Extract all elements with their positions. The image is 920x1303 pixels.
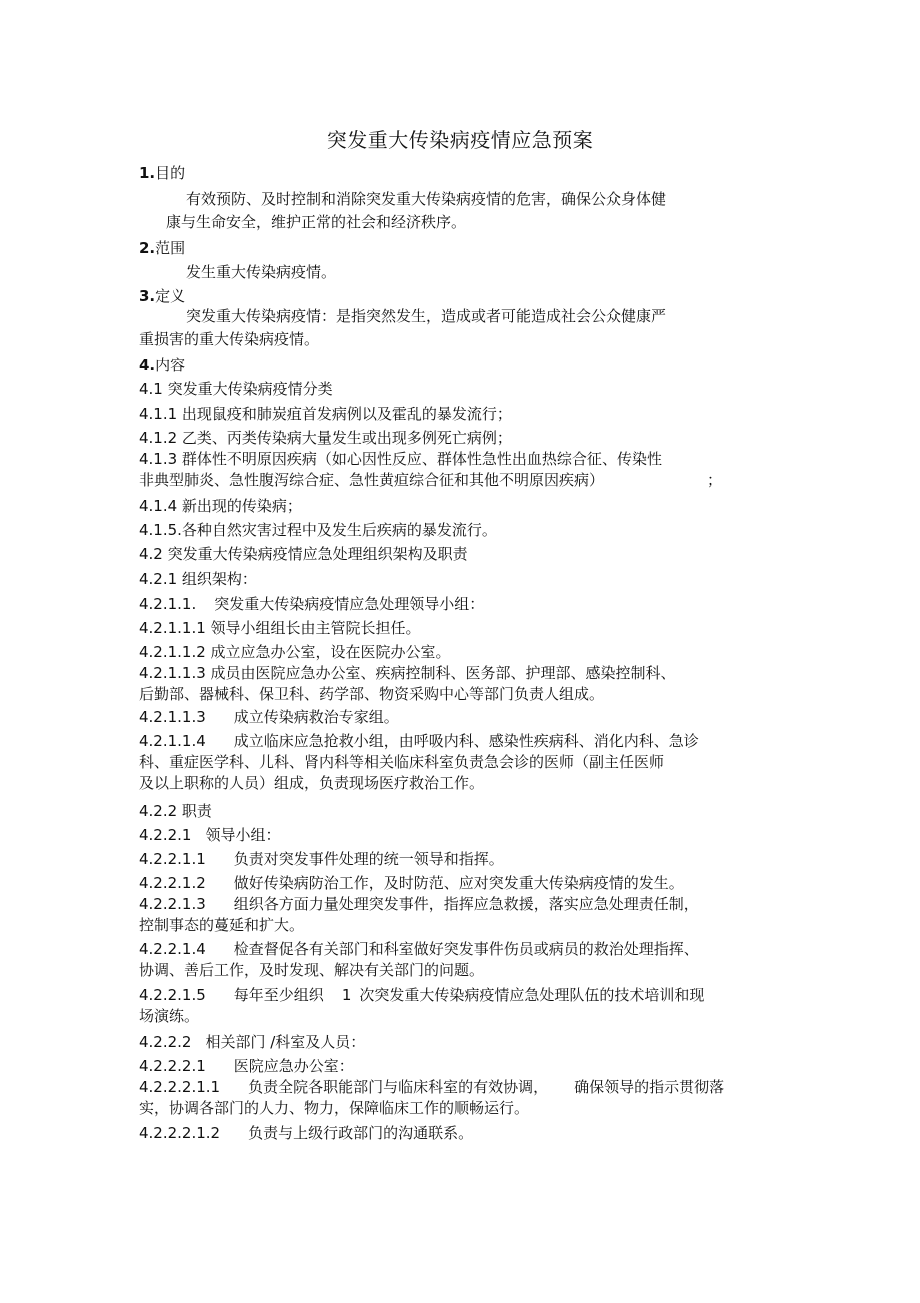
line-4-2-2-2-1-1 [139,1077,724,1097]
line-4-2-2-2-1-2 [139,1123,473,1143]
line-4-2-1-1-3-cont: 后勤部、器械科、保卫科、药学部、物资采购中心等部门负责人组成。 [139,685,605,703]
line-4-2-2-1-4-cont: 协调、善后工作，及时发现、解决有关部门的问题。 [139,961,485,979]
line-rescue-group-cont: 及以上职称的人员）组成，负责现场医疗救治工作。 [139,774,485,792]
section-number: 1. [139,164,156,182]
item-text: 每年至少组织 [233,986,324,1004]
item-text: 负责对突发事件处理的统一领导和指挥。 [233,850,504,868]
line-4-2-2-1-3-cont: 控制事态的蔓延和扩大。 [139,916,305,934]
section-title: 内容 [155,356,186,374]
line-expert-group [139,707,399,727]
paragraph-line: 重损害的重大传染病疫情。 [139,330,320,348]
item-text: 负责与上级行政部门的沟通联系。 [248,1124,474,1142]
line-4-2-2-1-5 [139,985,704,1005]
line-4-1-3-end: ； [707,471,723,489]
line-4-2-2-1-5-cont: 场演练。 [139,1007,200,1025]
line-rescue-group [139,731,699,751]
line-4-2-2-1 [139,825,281,845]
item-number: 4.2.2.2 [139,1033,192,1051]
line-4-1: 4.1 突发重大传染病疫情分类 [139,380,333,398]
line-4-2-1: 4.2.1 组织架构： [139,570,257,588]
line-4-2-1-1-2: 4.2.1.1.2 成立应急办公室，设在医院办公室。 [139,643,451,661]
item-number: 4.2.2.2.1.2 [139,1124,221,1142]
item-number: 4.2.2.1.3 [139,895,206,913]
item-number: 4.2.2.1.2 [139,874,206,892]
line-4-1-5: 4.1.5.各种自然灾害过程中及发生后疾病的暴发流行。 [139,521,497,539]
item-number: 4.2.1.1.4 [139,732,206,750]
paragraph-line: 发生重大传染病疫情。 [186,263,337,281]
item-text: 成立临床应急抢救小组，由呼吸内科、感染性疾病科、消化内科、急诊 [233,732,699,750]
section-2-heading [139,238,185,258]
section-1-heading [139,163,185,183]
item-number: 4.2.2.1.4 [139,940,206,958]
line-4-2-1-1-3: 4.2.1.1.3 成员由医院应急办公室、疾病控制科、医务部、护理部、感染控制科、 [139,664,676,682]
item-text: 组织各方面力量处理突发事件，指挥应急救援，落实应急处理责任制， [233,895,699,913]
section-number: 2. [139,239,156,257]
item-text: 确保领导的指示贯彻落 [574,1078,725,1096]
item-number: 4.2.1.1. [139,595,197,613]
section-title: 目的 [155,164,186,182]
item-number: 4.2.2.1 [139,826,192,844]
section-3-heading [139,286,185,306]
line-4-2-2-2 [139,1032,365,1052]
line-4-1-1: 4.1.1 出现鼠疫和肺炭疽首发病例以及霍乱的暴发流行； [139,405,512,423]
line-4-2-1-1-1: 4.2.1.1.1 领导小组组长由主管院长担任。 [139,619,421,637]
item-text: 检查督促各有关部门和科室做好突发事件伤员或病员的救治处理指挥、 [233,940,699,958]
item-text: 领导小组： [205,826,281,844]
line-4-2: 4.2 突发重大传染病疫情应急处理组织架构及职责 [139,545,468,563]
section-title: 定义 [155,287,186,305]
item-number: 4.2.2.2.1 [139,1057,206,1075]
document-title: 突发重大传染病疫情应急预案 [326,128,594,152]
item-text: 突发重大传染病疫情应急处理领导小组： [214,595,485,613]
item-number: 4.2.2.1.1 [139,850,206,868]
line-4-2-2-1-2 [139,873,684,893]
line-4-1-3-cont: 非典型肺炎、急性腹泻综合症、急性黄疸综合征和其他不明原因疾病） [139,471,605,489]
item-text: 负责全院各职能部门与临床科室的有效协调， [248,1078,549,1096]
paragraph-line: 突发重大传染病疫情：是指突然发生，造成或者可能造成社会公众健康严 [186,307,667,325]
line-rescue-group-cont: 科、重症医学科、儿科、肾内科等相关临床科室负责急会诊的医师（副主任医师 [139,753,665,771]
line-4-2-2-2-1 [139,1056,354,1076]
line-4-2-2-2-1-1-cont: 实，协调各部门的人力、物力，保障临床工作的顺畅运行。 [139,1099,530,1117]
line-4-1-4: 4.1.4 新出现的传染病； [139,497,302,515]
item-number: 4.2.2.2.1.1 [139,1078,221,1096]
line-4-1-2: 4.1.2 乙类、丙类传染病大量发生或出现多例死亡病例； [139,429,512,447]
line-4-2-2: 4.2.2 职责 [139,802,212,820]
section-number: 3. [139,287,156,305]
item-number-inline: 1 [341,986,352,1004]
item-text: 次突发重大传染病疫情应急处理队伍的技术培训和现 [359,986,705,1004]
item-number: 4.2.1.1.3 [139,708,206,726]
item-text: 做好传染病防治工作，及时防范、应对突发重大传染病疫情的发生。 [233,874,684,892]
line-4-2-1-1 [139,594,484,614]
item-text: 医院应急办公室： [233,1057,354,1075]
section-number: 4. [139,356,156,374]
item-number: 4.2.2.1.5 [139,986,206,1004]
item-text: 成立传染病救治专家组。 [233,708,399,726]
item-text: 相关部门 /科室及人员： [205,1033,366,1051]
line-4-2-2-1-4 [139,939,699,959]
paragraph-line: 有效预防、及时控制和消除突发重大传染病疫情的危害，确保公众身体健 [186,190,667,208]
line-4-1-3: 4.1.3 群体性不明原因疾病（如心因性反应、群体性急性出血热综合征、传染性 [139,450,662,468]
line-4-2-2-1-1 [139,849,504,869]
paragraph-line: 康与生命安全，维护正常的社会和经济秩序。 [166,213,467,231]
section-4-heading [139,355,185,375]
line-4-2-2-1-3 [139,894,699,914]
section-title: 范围 [155,239,186,257]
